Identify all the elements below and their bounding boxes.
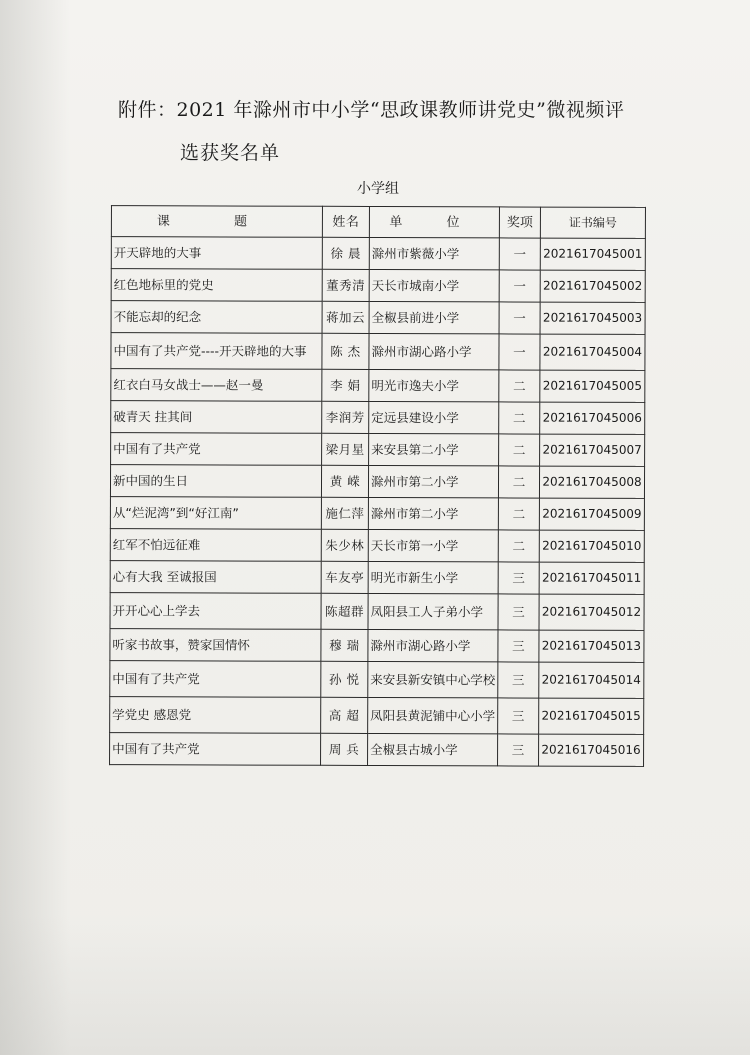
cell-unit: 滁州市第二小学: [368, 465, 498, 497]
cell-award: 一: [499, 270, 540, 302]
cell-name: 周 兵: [321, 733, 368, 765]
cell-name: 高 超: [321, 697, 368, 733]
award-table: [109, 205, 646, 767]
cell-topic: 红衣白马女战士——赵一曼: [111, 369, 322, 402]
cell-topic: 不能忘却的纪念: [111, 301, 322, 334]
cell-cert: 2021617045004: [540, 334, 645, 370]
cell-topic: 红色地标里的党史: [111, 269, 322, 302]
paper-shadow-bottom: [0, 915, 750, 1055]
cell-unit: 滁州市湖心路小学: [368, 629, 498, 661]
table-header-row: [111, 206, 645, 239]
document-title-continued: 选获奖名单: [180, 142, 281, 164]
header-award: 奖项: [499, 207, 540, 238]
cell-award: 一: [499, 334, 540, 370]
cell-name: 梁月星: [322, 433, 369, 465]
cell-topic: 红军不怕远征难: [110, 529, 321, 562]
cell-name: 陈超群: [321, 593, 368, 629]
cell-topic: 破青天 拄其间: [111, 401, 322, 434]
table-row: [111, 401, 645, 435]
document-title: 附件：2021 年滁州市中小学“思政课教师讲党史”微视频评: [118, 99, 625, 121]
table-row: [110, 465, 644, 499]
cell-award: 二: [498, 498, 539, 530]
cell-unit: 明光市逸夫小学: [369, 369, 499, 401]
cell-award: 一: [499, 302, 540, 334]
cell-name: 车友亭: [321, 561, 368, 593]
cell-name: 陈 杰: [322, 333, 369, 369]
table-row: [111, 301, 645, 335]
cell-cert: 2021617045012: [539, 594, 644, 630]
cell-name: 施仁萍: [321, 497, 368, 529]
cell-unit: 来安县新安镇中心学校: [368, 661, 498, 697]
cell-unit: 凤阳县黄泥铺中心小学: [368, 697, 498, 733]
cell-unit: 滁州市湖心路小学: [369, 333, 499, 369]
table-row: [110, 561, 644, 595]
group-label: 小学组: [357, 181, 399, 197]
cell-topic: 学党史 感恩党: [110, 697, 321, 734]
cell-award: 三: [498, 594, 539, 630]
cell-cert: 2021617045007: [540, 434, 645, 466]
header-unit: 单 位: [369, 206, 499, 237]
cell-award: 三: [498, 562, 539, 594]
cell-award: 一: [499, 238, 540, 270]
cell-topic: 中国有了共产党: [110, 733, 321, 766]
header-name: 姓名: [322, 206, 369, 237]
cell-cert: 2021617045011: [539, 562, 644, 594]
table-row: [111, 433, 645, 467]
cell-topic: 新中国的生日: [110, 465, 321, 498]
cell-cert: 2021617045016: [539, 734, 644, 766]
cell-topic: 从“烂泥湾”到“好江南”: [110, 497, 321, 530]
cell-cert: 2021617045013: [539, 630, 644, 662]
cell-award: 二: [499, 402, 540, 434]
cell-cert: 2021617045006: [540, 402, 645, 434]
cell-unit: 来安县第二小学: [369, 433, 499, 465]
cell-name: 李 娟: [322, 369, 369, 401]
cell-topic: 心有大我 至诚报国: [110, 561, 321, 594]
cell-award: 二: [499, 434, 540, 466]
paper-shadow-left: [0, 0, 70, 1055]
table-row: [111, 269, 645, 303]
cell-cert: 2021617045005: [540, 370, 645, 402]
cell-topic: 听家书故事，赞家国情怀: [110, 629, 321, 662]
cell-topic: 开开心心上学去: [110, 593, 321, 630]
cell-cert: 2021617045015: [539, 698, 644, 734]
cell-cert: 2021617045014: [539, 662, 644, 698]
cell-unit: 全椒县前进小学: [369, 301, 499, 333]
cell-unit: 滁州市第二小学: [368, 497, 498, 529]
cell-topic: 中国有了共产党----开天辟地的大事: [111, 333, 322, 370]
cell-award: 三: [498, 662, 539, 698]
cell-name: 朱少林: [321, 529, 368, 561]
cell-unit: 全椒县古城小学: [368, 733, 498, 765]
cell-award: 三: [498, 734, 539, 766]
cell-name: 穆 瑞: [321, 629, 368, 661]
cell-cert: 2021617045001: [540, 238, 645, 270]
table-row: [110, 629, 644, 663]
cell-cert: 2021617045002: [540, 270, 645, 302]
cell-topic: 开天辟地的大事: [111, 237, 322, 270]
table-row: [110, 697, 644, 735]
cell-award: 二: [499, 370, 540, 402]
cell-cert: 2021617045003: [540, 302, 645, 334]
cell-unit: 天长市城南小学: [369, 269, 499, 301]
header-cert: 证书编号: [540, 207, 645, 238]
cell-name: 徐 晨: [322, 237, 369, 269]
table-row: [111, 333, 645, 371]
cell-award: 二: [498, 530, 539, 562]
table-row: [110, 529, 644, 563]
cell-cert: 2021617045010: [539, 530, 644, 562]
cell-unit: 定远县建设小学: [369, 401, 499, 433]
cell-award: 三: [498, 630, 539, 662]
cell-name: 蒋加云: [322, 301, 369, 333]
cell-topic: 中国有了共产党: [110, 661, 321, 698]
cell-cert: 2021617045009: [539, 498, 644, 530]
table-row: [111, 369, 645, 403]
table-row: [110, 733, 644, 767]
cell-unit: 明光市新生小学: [368, 561, 498, 593]
cell-name: 孙 悦: [321, 661, 368, 697]
cell-topic: 中国有了共产党: [111, 433, 322, 466]
table-row: [110, 661, 644, 699]
cell-name: 黄 嵘: [321, 465, 368, 497]
table-row: [110, 593, 644, 631]
header-topic: 课 题: [111, 206, 322, 238]
cell-award: 二: [498, 466, 539, 498]
cell-cert: 2021617045008: [539, 466, 644, 498]
cell-unit: 天长市第一小学: [368, 529, 498, 561]
cell-unit: 滁州市紫薇小学: [369, 237, 499, 269]
table-row: [111, 237, 645, 271]
cell-name: 董秀清: [322, 269, 369, 301]
cell-name: 李润芳: [322, 401, 369, 433]
cell-award: 三: [498, 698, 539, 734]
table-row: [110, 497, 644, 531]
cell-unit: 凤阳县工人子弟小学: [368, 593, 498, 629]
